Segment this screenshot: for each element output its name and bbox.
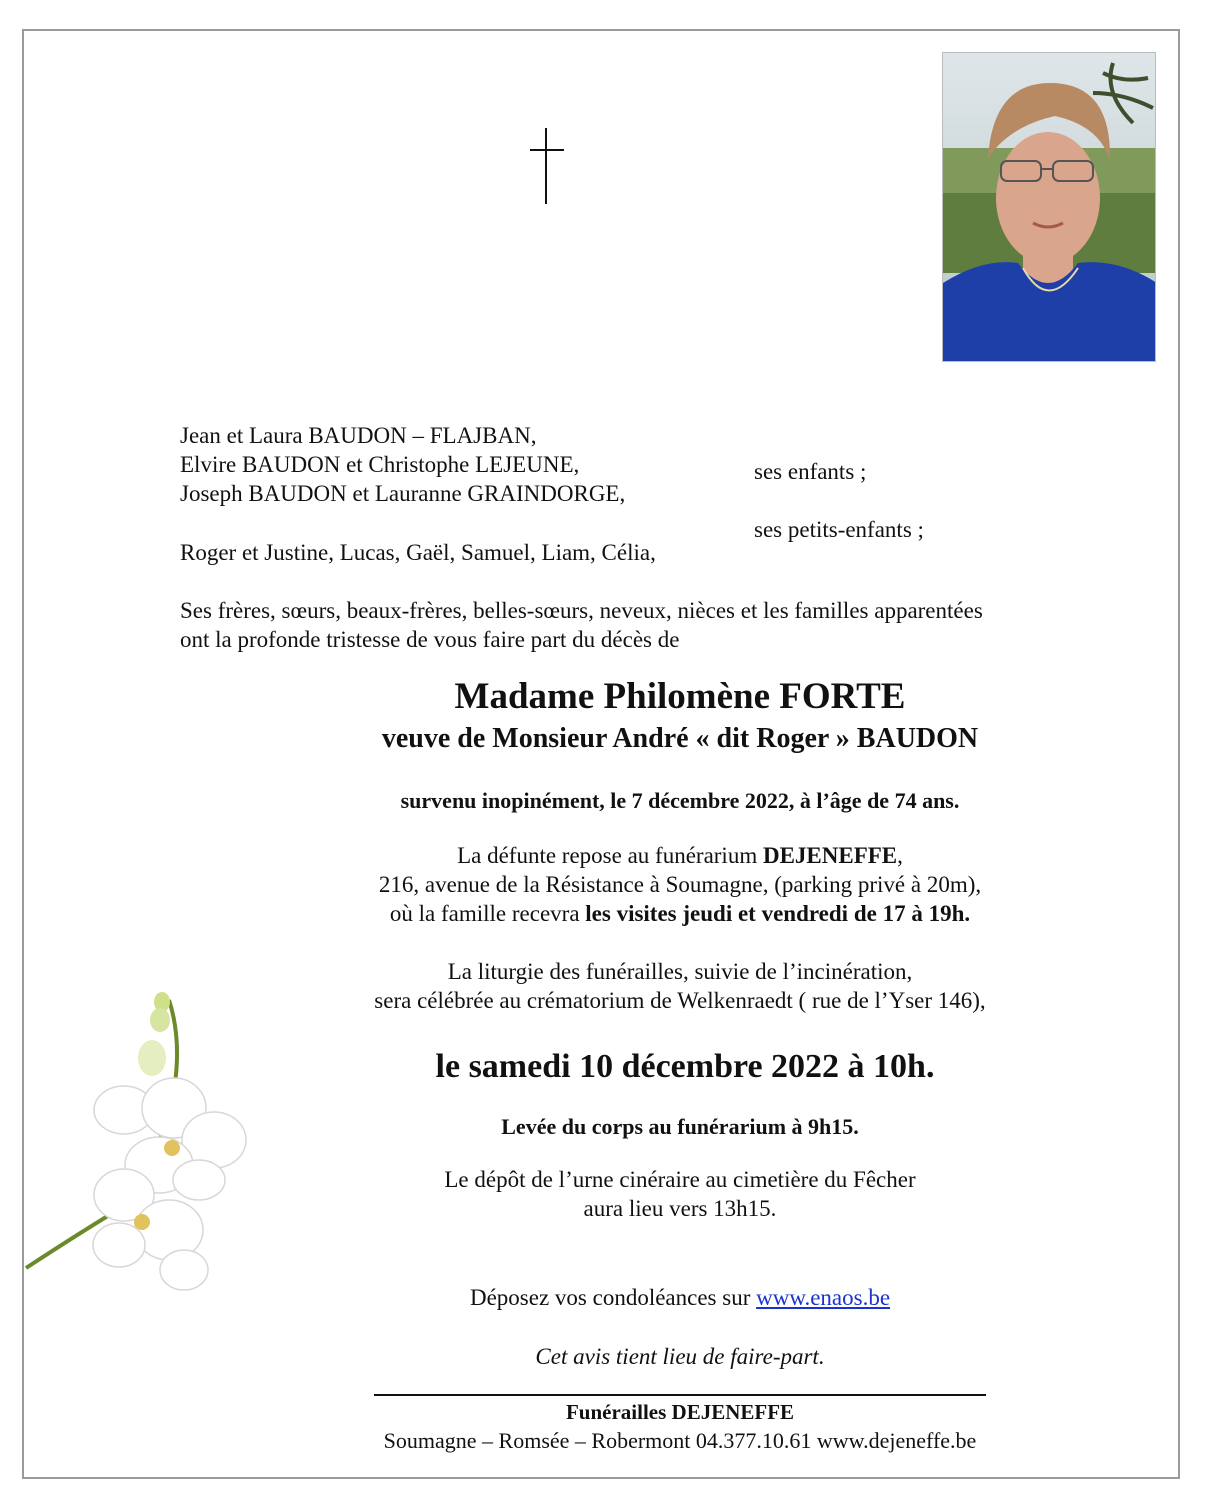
grandchildren-line: Roger et Justine, Lucas, Gaël, Samuel, Liam, Célia,: [180, 540, 656, 565]
urn-line-1: Le dépôt de l’urne cinéraire au cimetière du Fêcher: [444, 1167, 916, 1192]
visitation-line-3: où la famille recevra les visites jeudi et vendredi de 17 à 19h.: [389, 901, 971, 926]
announce-line-1: Ses frères, sœurs, beaux-frères, belles-sœurs, neveux, nièces et les familles apparentées: [180, 598, 983, 623]
footer-divider: [374, 1394, 986, 1396]
deceased-name: Madame Philomène FORTE: [454, 676, 906, 717]
spouse-line: veuve de Monsieur André « dit Roger » BAUDON: [381, 723, 979, 754]
portrait-photo: [942, 52, 1156, 362]
orchid-flower: [24, 990, 284, 1300]
grandchildren-label: ses petits-enfants ;: [754, 517, 924, 542]
children-label: ses enfants ;: [754, 459, 867, 484]
visitation-line-2: 216, avenue de la Résistance à Soumagne, (parking privé à 20m),: [378, 872, 982, 897]
notice-line: Cet avis tient lieu de faire-part.: [535, 1344, 825, 1369]
condolences-link[interactable]: www.enaos.be: [756, 1285, 891, 1310]
service-line-1: La liturgie des funérailles, suivie de l’incinération,: [447, 959, 913, 984]
announce-line-2: ont la profonde tristesse de vous faire part du décès de: [180, 627, 680, 652]
child-line-2: Elvire BAUDON et Christophe LEJEUNE,: [180, 452, 580, 477]
footer-locations: Soumagne – Romsée – Robermont 04.377.10.61 www.dejeneffe.be: [383, 1428, 977, 1453]
child-line-1: Jean et Laura BAUDON – FLAJBAN,: [180, 423, 537, 448]
urn-line-2: aura lieu vers 13h15.: [583, 1196, 777, 1221]
visitation-line-1: La défunte repose au funérarium DEJENEFFE,: [457, 843, 903, 868]
death-line: survenu inopinément, le 7 décembre 2022, à l’âge de 74 ans.: [400, 788, 960, 813]
condolences-line: Déposez vos condoléances sur www.enaos.be: [469, 1285, 891, 1310]
service-date: le samedi 10 décembre 2022 à 10h.: [435, 1048, 935, 1085]
child-line-3: Joseph BAUDON et Lauranne GRAINDORGE,: [180, 481, 626, 506]
levee-line: Levée du corps au funérarium à 9h15.: [501, 1114, 859, 1139]
footer-company: Funérailles DEJENEFFE: [565, 1400, 795, 1424]
cross-icon: [530, 128, 564, 204]
service-line-2: sera célébrée au crématorium de Welkenraedt ( rue de l’Yser 146),: [374, 988, 986, 1013]
